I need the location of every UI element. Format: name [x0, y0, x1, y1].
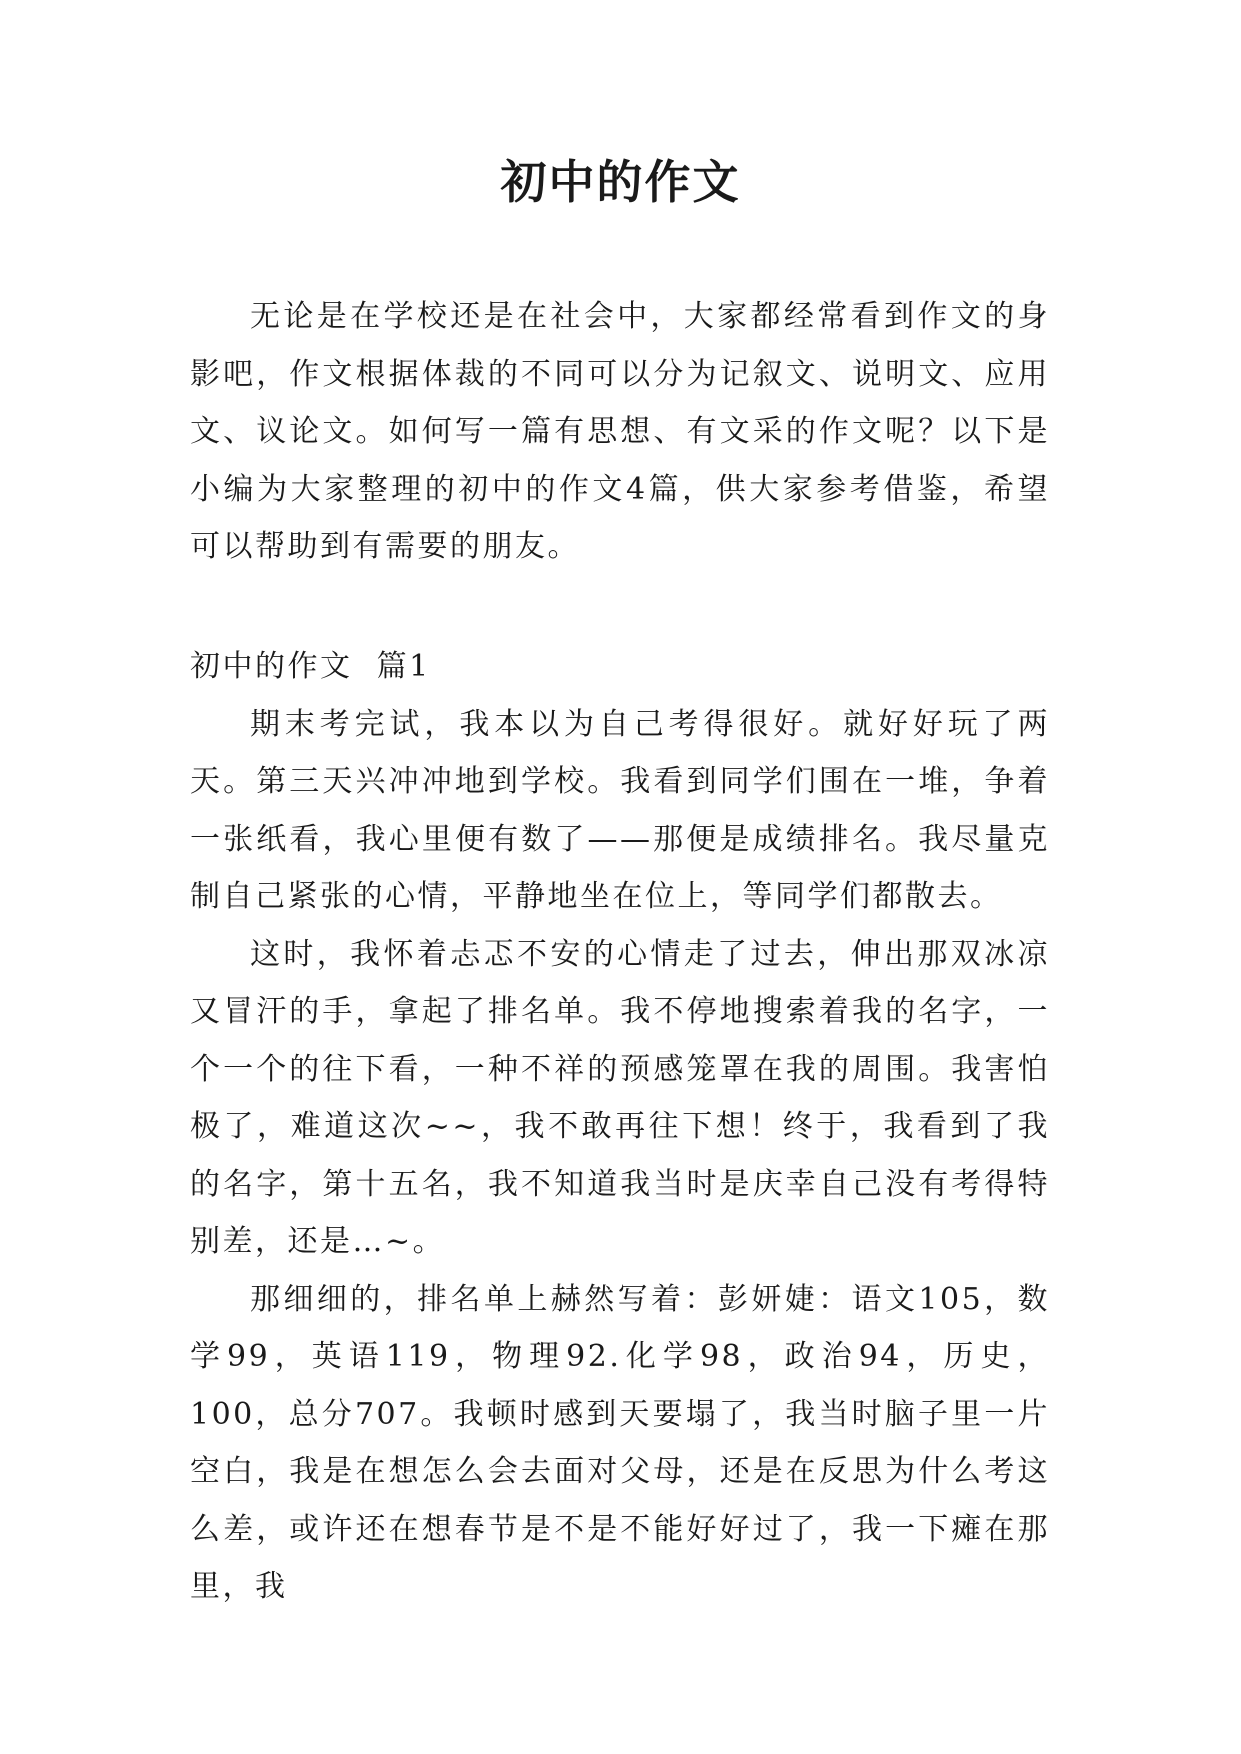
section-heading: 初中的作文 篇1 — [190, 649, 431, 684]
essay-section-1 — [190, 638, 1050, 1616]
intro-paragraph: 无论是在学校还是在社会中，大家都经常看到作文的身影吧，作文根据体裁的不同可以分为记叙文、说明文、应用文、议论文。如何写一篇有思想、有文采的作文呢？以下是小编为大家整理的初中的作文4篇，供大家参考借鉴，希望可以帮助到有需要的朋友。 — [190, 299, 1050, 564]
section-paragraph-3: 那细细的，排名单上赫然写着：彭妍婕：语文105，数学99，英语119，物理92.化学98，政治94，历史，100，总分707。我顿时感到天要塌了，我当时脑子里一片空白，我是在想怎么会去面对父母，还是在反思为什么考这么差，或许还在想春节是不是不能好好过了，我一下瘫在那里，我 — [190, 1281, 1050, 1604]
section-paragraph-2: 这时，我怀着忐忑不安的心情走了过去，伸出那双冰凉又冒汗的手，拿起了排名单。我不停地搜索着我的名字，一个一个的往下看，一种不祥的预感笼罩在我的周围。我害怕极了，难道这次~~，我不敢再往下想！终于，我看到了我的名字，第十五名，我不知道我当时是庆幸自己没有考得特别差，还是…~。 — [190, 936, 1050, 1259]
document-title: 初中的作文 — [500, 155, 741, 209]
section-paragraph-1: 期末考完试，我本以为自己考得很好。就好好玩了两天。第三天兴冲冲地到学校。我看到同学们围在一堆，争着一张纸看，我心里便有数了——那便是成绩排名。我尽量克制自己紧张的心情，平静地坐在位上，等同学们都散去。 — [190, 706, 1050, 914]
